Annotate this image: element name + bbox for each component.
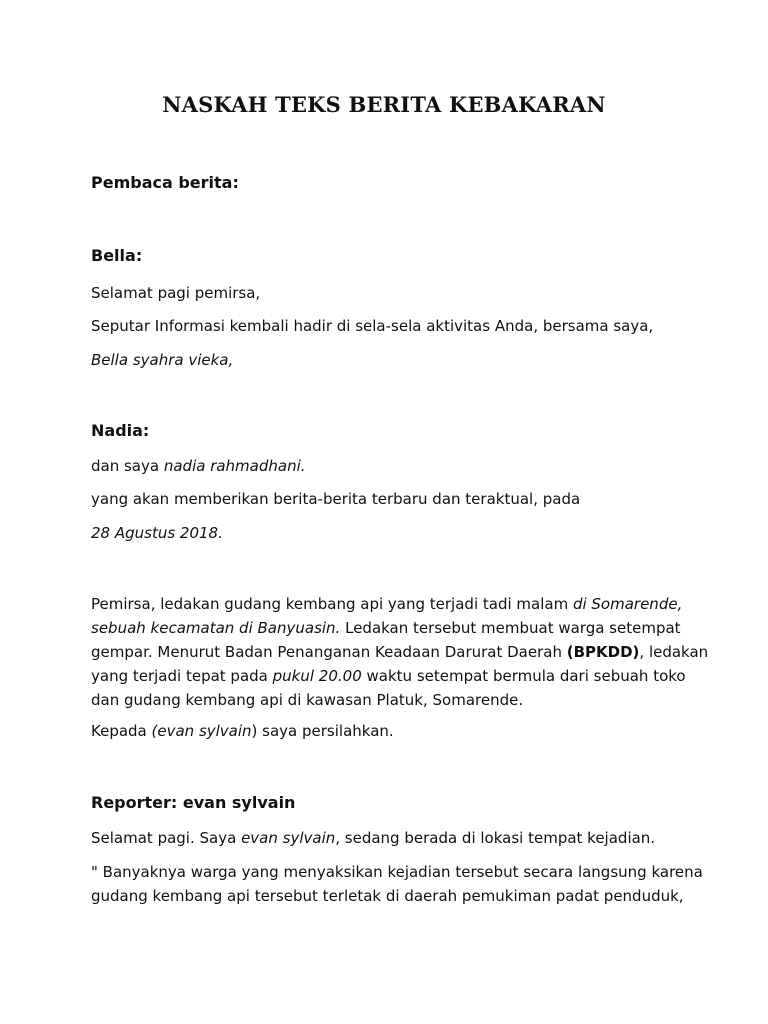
nadia-line-1-prefix: dan saya xyxy=(91,457,164,475)
reporter-l1-a: Selamat pagi. Saya xyxy=(91,829,242,847)
story-l4-c: waktu setempat bermula dari sebuah toko xyxy=(361,667,686,685)
reporter-line-1 xyxy=(91,829,655,847)
quote-line-1: " Banyaknya warga yang menyaksikan kejadian tersebut secara langsung karena xyxy=(91,863,703,881)
handoff-c: ) saya persilahkan. xyxy=(251,722,394,740)
bella-heading: Bella: xyxy=(91,246,143,265)
story-l1-b: di Somarende, xyxy=(572,595,683,613)
story-paragraph xyxy=(91,592,709,712)
story-l1-a: Pemirsa, ledakan gudang kembang api yang terjadi tadi malam xyxy=(91,595,573,613)
handoff-line xyxy=(91,722,394,740)
story-l2-b: Ledakan tersebut membuat warga setempat xyxy=(340,619,681,637)
pembaca-heading: Pembaca berita: xyxy=(91,173,239,192)
reporter-l1-c: , sedang berada di lokasi tempat kejadian. xyxy=(335,829,656,847)
story-line-1 xyxy=(91,592,691,616)
story-line-4 xyxy=(91,664,691,688)
document-title: NASKAH TEKS BERITA KEBAKARAN xyxy=(162,92,606,117)
reporter-l1-b: evan sylvain xyxy=(241,829,336,847)
story-l4-b: pukul 20.00 xyxy=(272,667,362,685)
story-l3-a: gempar. Menurut Badan Penanganan Keadaan Darurat Daerah xyxy=(91,643,567,661)
bella-line-2: Seputar Informasi kembali hadir di sela-sela aktivitas Anda, bersama saya, xyxy=(91,317,654,335)
story-l4-a: yang terjadi tepat pada xyxy=(91,667,273,685)
story-line-3 xyxy=(91,640,709,664)
nadia-line-1 xyxy=(91,457,306,475)
story-l2-a: sebuah kecamatan di Banyuasin. xyxy=(91,619,341,637)
nadia-line-2: yang akan memberikan berita-berita terbaru dan teraktual, pada xyxy=(91,490,581,508)
nadia-heading: Nadia: xyxy=(91,421,150,440)
bella-line-3 xyxy=(91,351,233,369)
nadia-line-3 xyxy=(91,524,223,542)
quote-line-2: gudang kembang api tersebut terletak di daerah pemukiman padat penduduk, xyxy=(91,887,684,905)
bella-name: Bella syahra vieka, xyxy=(91,351,234,369)
handoff-a: Kepada xyxy=(91,722,152,740)
nadia-name: nadia rahmadhani. xyxy=(163,457,306,475)
reporter-heading: Reporter: evan sylvain xyxy=(91,793,296,812)
story-l3-c: , ledakan xyxy=(639,643,709,661)
story-l3-b: (BPKDD) xyxy=(566,643,640,661)
story-line-2 xyxy=(91,616,691,640)
handoff-b: (evan sylvain xyxy=(151,722,252,740)
bella-line-1: Selamat pagi pemirsa, xyxy=(91,284,261,302)
reporter-quote xyxy=(91,860,703,908)
story-line-5: dan gudang kembang api di kawasan Platuk, Somarende. xyxy=(91,691,524,709)
broadcast-date: 28 Agustus 2018. xyxy=(91,524,223,542)
